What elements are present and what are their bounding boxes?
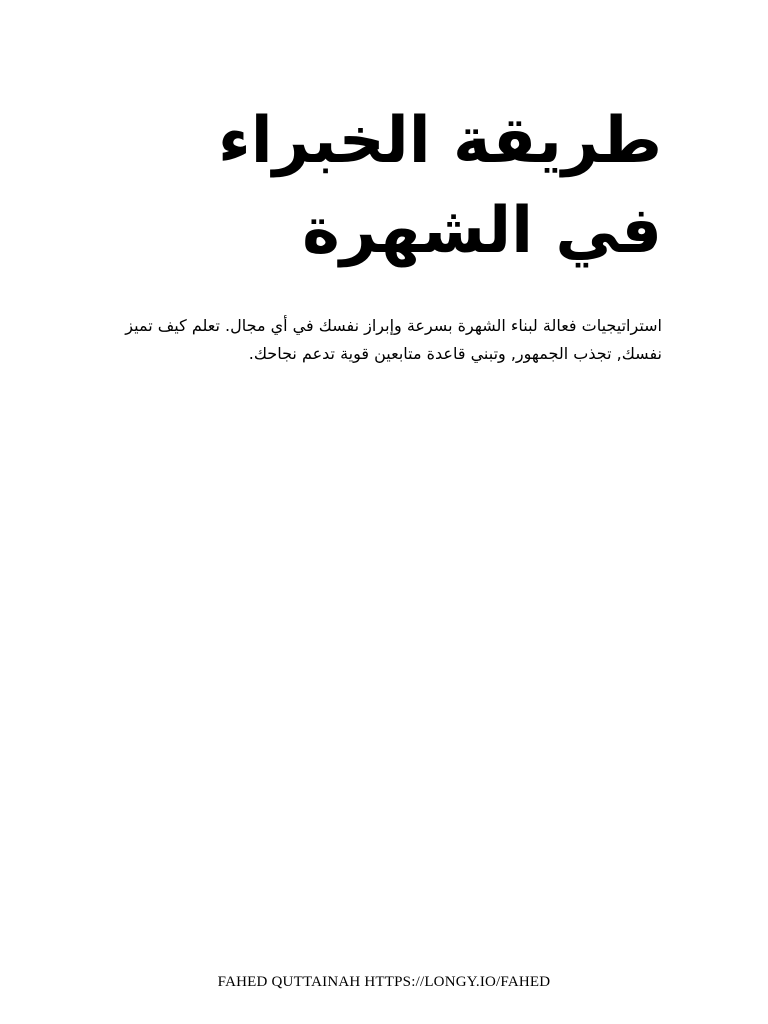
page-title: طريقة الخبراء في الشهرة [218,104,662,268]
page-description: استراتيجيات فعالة لبناء الشهرة بسرعة وإبراز نفسك في أي مجال. تعلم كيف تميز نفسك, تجذب الجمهور, وتبني قاعدة متابعين قوية تدعم نجاحك. [125,316,662,363]
page-footer: FAHED QUTTAINAH HTTPS://LONGY.IO/FAHED [217,974,551,990]
